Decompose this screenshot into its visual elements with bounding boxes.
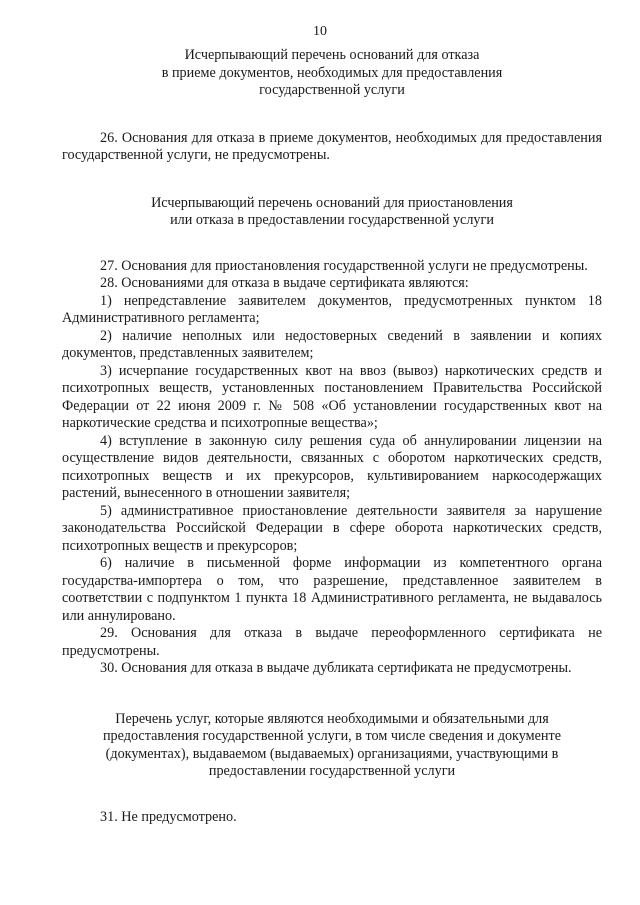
section-heading-required-services bbox=[62, 711, 602, 781]
list-item-28-6: 6) наличие в письменной форме информации из компетентного органа государства-импортера о том, что разрешение, представленное заявителем в соответствии с подпунктом 1 пункта 18 Административного регламента, не выдавалось или аннулировано. bbox=[62, 555, 602, 624]
paragraph-31: 31. Не предусмотрено. bbox=[100, 808, 237, 825]
heading-line: государственной услуги bbox=[259, 82, 405, 98]
list-item-28-4: 4) вступление в законную силу решения суда об аннулировании лицензии на осуществление видов деятельности, связанных с оборотом наркотических средств, психотропных веществ и их прекурсоров, культивированием наркосодержащих растений, вынесенного в отношении заявителя; bbox=[62, 432, 602, 501]
section-heading-suspension-refusal bbox=[62, 195, 602, 230]
heading-line: или отказа в предоставлении государственной услуги bbox=[170, 212, 494, 228]
heading-line: Исчерпывающий перечень оснований для приостановления bbox=[151, 194, 513, 211]
section-heading-refusal-acceptance bbox=[62, 47, 602, 100]
page-number: 10 bbox=[313, 24, 327, 39]
heading-line: Перечень услуг, которые являются необходимыми и обязательными для bbox=[115, 710, 549, 727]
heading-line: Исчерпывающий перечень оснований для отказа bbox=[184, 47, 480, 63]
paragraph-29: 29. Основания для отказа в выдаче переоформленного сертификата не предусмотрены. bbox=[62, 625, 602, 659]
heading-line: предоставления государственной услуги, в том числе сведения и документе bbox=[102, 728, 562, 744]
list-item-28-3: 3) исчерпание государственных квот на ввоз (вывоз) наркотических средств и психотропных веществ, установленных постановлением Правительства Российской Федерации от 22 июня 2009 г. № 508 «Об установлении государственных квот на наркотические средства и психотропные вещества»; bbox=[62, 362, 602, 431]
list-item-28-2: 2) наличие неполных или недостоверных сведений в заявлении и копиях документов, представленных заявителем; bbox=[62, 327, 602, 361]
list-item-28-1: 1) непредставление заявителем документов, предусмотренных пунктом 18 Административного регламента; bbox=[62, 292, 602, 326]
paragraph-26: 26. Основания для отказа в приеме документов, необходимых для предоставления государственной услуги, не предусмотрены. bbox=[62, 129, 602, 163]
paragraph-28: 28. Основаниями для отказа в выдаче сертификата являются: bbox=[100, 275, 469, 291]
paragraph-30: 30. Основания для отказа в выдаче дубликата сертификата не предусмотрены. bbox=[100, 660, 572, 676]
list-item-28-5: 5) административное приостановление деятельности заявителя за нарушение законодательства Российской Федерации в сфере оборота наркотических средств, психотропных веществ и прекурсоров; bbox=[62, 502, 602, 554]
heading-line: в приеме документов, необходимых для предоставления bbox=[161, 64, 503, 81]
document-body bbox=[62, 47, 602, 826]
paragraph-27: 27. Основания для приостановления государственной услуги не предусмотрены. bbox=[100, 257, 588, 274]
heading-line: предоставлении государственной услуги bbox=[208, 763, 456, 779]
heading-line: (документах), выдаваемом (выдаваемых) организациями, участвующими в bbox=[105, 745, 559, 762]
